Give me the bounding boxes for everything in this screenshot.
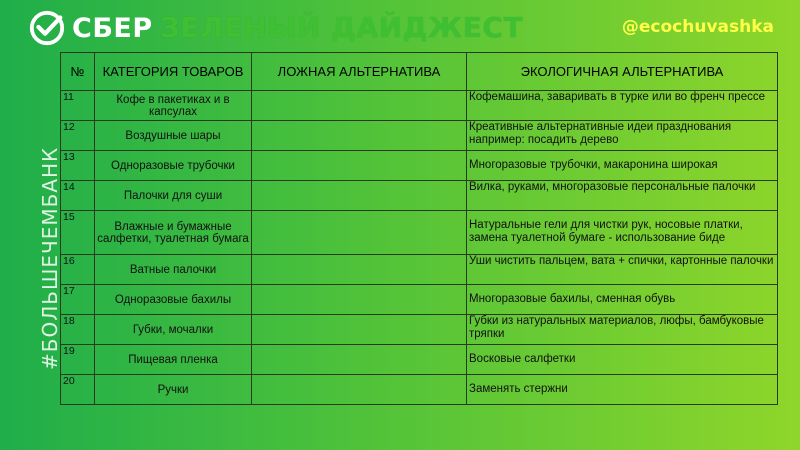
row-category: Влажные и бумажные салфетки, туалетная бумага bbox=[95, 211, 252, 255]
row-number: 12 bbox=[61, 121, 95, 151]
row-category: Ручки bbox=[95, 375, 252, 405]
row-number: 16 bbox=[61, 255, 95, 285]
social-handle: @ecochuvashka bbox=[621, 17, 774, 37]
header-eco-alternative: ЭКОЛОГИЧНАЯ АЛЬТЕРНАТИВА bbox=[467, 53, 778, 91]
row-category: Одноразовые бахилы bbox=[95, 285, 252, 315]
row-false-alternative bbox=[252, 121, 467, 151]
row-false-alternative bbox=[252, 151, 467, 181]
row-false-alternative bbox=[252, 285, 467, 315]
table-row bbox=[61, 211, 778, 255]
row-eco-alternative: Вилка, руками, многоразовые персональные палочки bbox=[467, 181, 778, 211]
row-number: 19 bbox=[61, 345, 95, 375]
row-category: Палочки для суши bbox=[95, 181, 252, 211]
row-false-alternative bbox=[252, 345, 467, 375]
sber-logo bbox=[28, 8, 153, 48]
table-row bbox=[61, 345, 778, 375]
row-false-alternative bbox=[252, 91, 467, 121]
row-category: Одноразовые трубочки bbox=[95, 151, 252, 181]
eco-alternatives-table bbox=[60, 52, 778, 405]
row-number: 14 bbox=[61, 181, 95, 211]
row-category: Губки, мочалки bbox=[95, 315, 252, 345]
header-category: КАТЕГОРИЯ ТОВАРОВ bbox=[95, 53, 252, 91]
row-false-alternative bbox=[252, 315, 467, 345]
table-header-row bbox=[61, 53, 778, 91]
row-number: 20 bbox=[61, 375, 95, 405]
row-eco-alternative: Губки из натуральных материалов, люфы, бамбуковые тряпки bbox=[467, 315, 778, 345]
row-category: Кофе в пакетиках и в капсулах bbox=[95, 91, 252, 121]
table-row bbox=[61, 285, 778, 315]
table-row bbox=[61, 181, 778, 211]
table-row bbox=[61, 315, 778, 345]
row-number: 18 bbox=[61, 315, 95, 345]
table-row bbox=[61, 151, 778, 181]
side-hashtag: #БОЛЬШЕЧЕМБАНК bbox=[38, 146, 62, 370]
sber-check-icon bbox=[28, 9, 66, 47]
row-category: Пищевая пленка bbox=[95, 345, 252, 375]
table-row bbox=[61, 255, 778, 285]
logo-text: СБЕР bbox=[72, 12, 153, 44]
row-eco-alternative: Уши чистить пальцем, вата + спички, картонные палочки bbox=[467, 255, 778, 285]
row-false-alternative bbox=[252, 255, 467, 285]
table-row bbox=[61, 91, 778, 121]
page-title: ЗЕЛЕНЫЙ ДАЙДЖЕСТ bbox=[160, 11, 524, 44]
row-number: 13 bbox=[61, 151, 95, 181]
row-number: 15 bbox=[61, 211, 95, 255]
row-eco-alternative: Многоразовые трубочки, макаронина широкая bbox=[467, 151, 778, 181]
table-row bbox=[61, 121, 778, 151]
row-number: 11 bbox=[61, 91, 95, 121]
row-eco-alternative: Кофемашина, заваривать в турке или во френч прессе bbox=[467, 91, 778, 121]
row-false-alternative bbox=[252, 375, 467, 405]
row-eco-alternative: Многоразовые бахилы, сменная обувь bbox=[467, 285, 778, 315]
row-number: 17 bbox=[61, 285, 95, 315]
row-eco-alternative: Восковые салфетки bbox=[467, 345, 778, 375]
table-row bbox=[61, 375, 778, 405]
row-category: Ватные палочки bbox=[95, 255, 252, 285]
row-eco-alternative: Натуральные гели для чистки рук, носовые платки, замена туалетной бумаге - использование биде bbox=[467, 211, 778, 255]
header-number: № bbox=[61, 53, 95, 91]
header-false-alternative: ЛОЖНАЯ АЛЬТЕРНАТИВА bbox=[252, 53, 467, 91]
row-eco-alternative: Креативные альтернативные идеи празднования например: посадить дерево bbox=[467, 121, 778, 151]
row-category: Воздушные шары bbox=[95, 121, 252, 151]
row-eco-alternative: Заменять стержни bbox=[467, 375, 778, 405]
row-false-alternative bbox=[252, 211, 467, 255]
row-false-alternative bbox=[252, 181, 467, 211]
